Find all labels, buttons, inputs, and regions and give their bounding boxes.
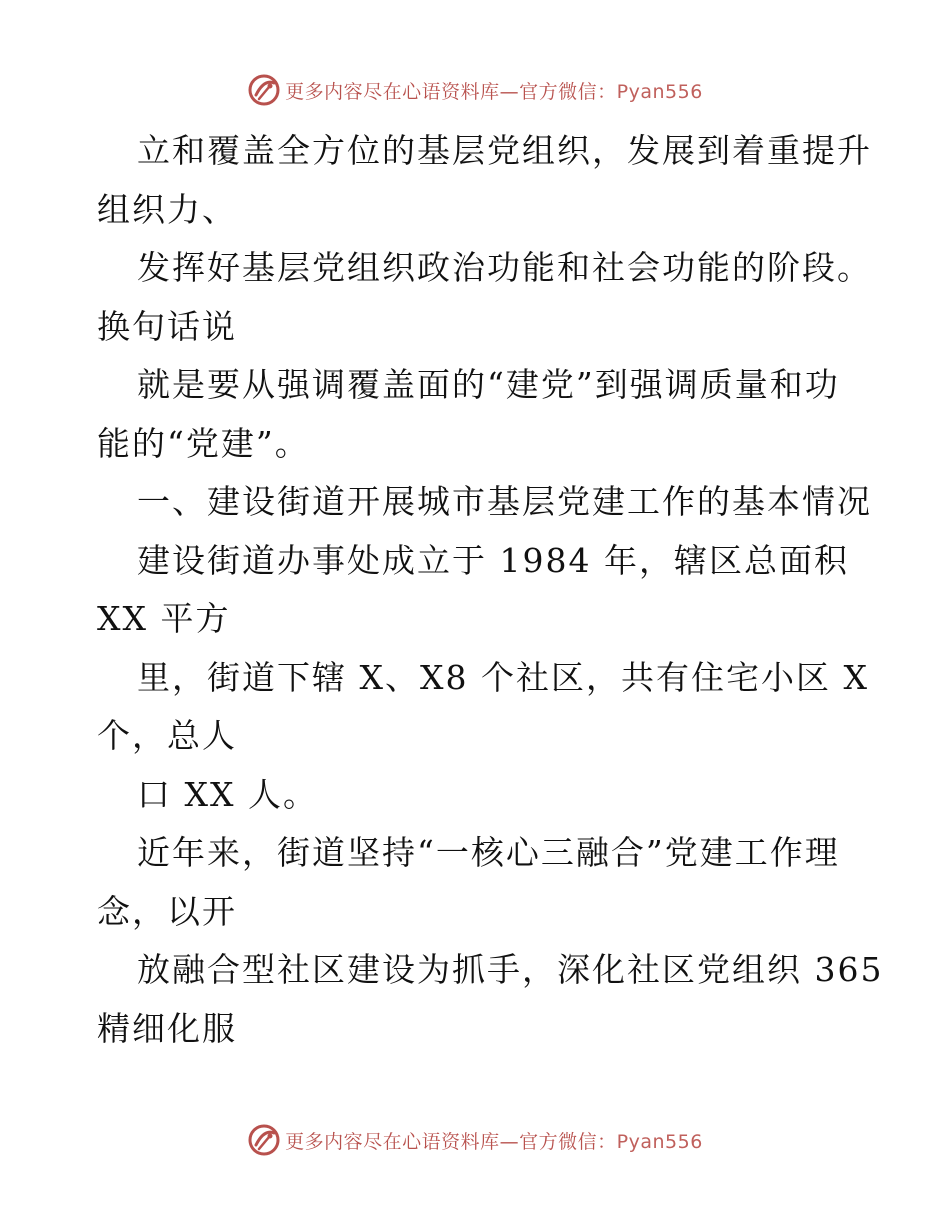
text-line: 换句话说 (97, 306, 237, 346)
watermark-text: 更多内容尽在心语资料库—官方微信：Pyan556 (285, 1130, 703, 1153)
text-line: 立和覆盖全方位的基层党组织，发展到着重提升 (137, 131, 872, 170)
text-line: 就是要从强调覆盖面的“建党”到强调质量和功 (137, 365, 840, 404)
text-line: 发挥好基层党组织政治功能和社会功能的阶段。 (137, 248, 872, 287)
header-watermark (0, 70, 950, 110)
footer-watermark (0, 1120, 950, 1160)
text-line: 建设街道办事处成立于 1984 年，辖区总面积 (137, 540, 849, 580)
text-line: 口 XX 人。 (137, 774, 318, 814)
brand-logo-icon (247, 73, 281, 107)
text-line: 一、建设街道开展城市基层党建工作的基本情况 (137, 482, 872, 521)
text-line: 精细化服 (97, 1008, 237, 1048)
text-line: 念，以开 (97, 891, 237, 931)
text-line: XX 平方 (97, 599, 231, 638)
text-line: 近年来，街道坚持“一核心三融合”党建工作理 (137, 833, 840, 872)
text-line: 能的“党建”。 (97, 423, 310, 463)
text-line: 个，总人 (97, 716, 237, 755)
document-body (97, 122, 884, 1058)
brand-logo-icon (247, 1123, 281, 1157)
text-line: 组织力、 (97, 189, 237, 229)
text-line: 放融合型社区建设为抓手，深化社区党组织 365 (137, 950, 884, 989)
text-line: 里，街道下辖 X、X8 个社区，共有住宅小区 X (137, 657, 869, 697)
watermark-text: 更多内容尽在心语资料库—官方微信：Pyan556 (285, 80, 703, 103)
